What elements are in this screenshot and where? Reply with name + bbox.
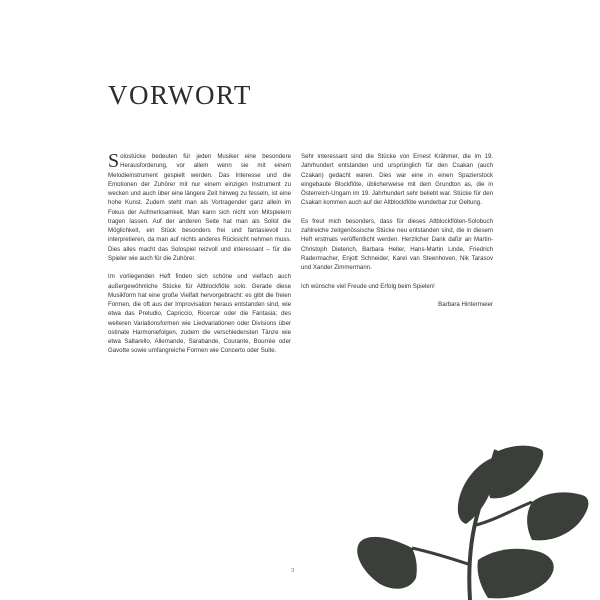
- leaf-left-icon: [357, 537, 417, 589]
- intro-paragraph: [108, 152, 291, 263]
- thanks-paragraph: Es freut mich besonders, dass für dieses Altblockflöten-Solobuch zahlreiche zeitgenössische Stücke neu entstanden sind, die in diesem Heft erstmals veröffentlicht werden. Herzlicher Dank dafür an Martin-Christoph Dieterich, Barbara Heller, Hans-Martin Linde, Friedrich Radermacher, Enjott Schneider, Karel van Steenhoven, Nik Tarasov und Xander Zimmermann.: [301, 217, 493, 271]
- leaf-branch-illustration-icon: [320, 440, 600, 600]
- side-stem-icon: [476, 502, 532, 525]
- right-column: [301, 152, 493, 319]
- leaf-top-right-icon: [488, 446, 543, 499]
- left-column: [108, 152, 291, 365]
- lower-stem-icon: [412, 548, 471, 565]
- intro-paragraph-text: olostücke bedeuten für jeden Musiker eine besondere Herausforderung, vor allem wenn sie mit einem Melodieinstrument gespielt werden. Das Interesse und die Emotionen der Zuhörer mit nur einem einzigen Instrument zu wecken und auch über eine längere Zeit hinweg zu fesseln, ist eine hohe Kunst. Zudem steht man als Vortragender ganz allein im Fokus der Aufmerksamkeit. Man kann sich nicht von Mitspielern tragen lassen. Auf der anderen Seite hat man als Solist die Möglichkeit, ein Stück besonders frei und fantasievoll zu interpretieren, da man auf nichts anderes Rücksicht nehmen muss. Dies alles macht das Solospiel reizvoll und interessant – für die Spieler wie auch für die Zuhörer.: [108, 153, 291, 262]
- page-title: VORWORT: [108, 80, 252, 110]
- page-number: 3: [291, 567, 295, 574]
- signature: Barbara Hintermeier: [438, 301, 493, 308]
- wishes-paragraph: Ich wünsche viel Freude und Erfolg beim Spielen!: [301, 282, 435, 290]
- csakan-paragraph: Sehr interessant sind die Stücke von Ernest Krähmer, die im 19. Jahrhundert entstanden und ursprünglich für den Csakan (auch Czakan) gedacht waren. Dies war eine in einen Spazierstock eingebaute Blockflöte, üblicherweise mit dem Grundton as, die in Österreich-Ungarn im 19. Jahrhundert sehr beliebt war. Stücke für den Csakan kommen auch auf der Altblockflöte wunderbar zur Geltung.: [301, 153, 493, 207]
- drop-cap: S: [108, 150, 120, 172]
- leaf-bottom-icon: [477, 549, 553, 599]
- leaf-right-icon: [527, 492, 588, 540]
- forms-paragraph: Im vorliegenden Heft finden sich schöne und vielfach auch außergewöhnliche Stücke für Altblockflöte solo. Gerade diese Musikform hat eine große Vielfalt hervorgebracht: es gibt die freien Formen, die oft aus der Improvisation heraus entstanden sind, wie etwa das Preludio, Capriccio, Ricercar oder die Fantasia; des weiteren Variationsformen wie Liedvariationen oder Divisions über ostinate Harmoniefolgen, zudem die verschiedensten Tänze wie etwa Saltarello, Allemande, Sarabande, Courante, Bourrée oder Gavotte sowie umfangreiche Formen wie Concerto oder Suite.: [108, 273, 291, 355]
